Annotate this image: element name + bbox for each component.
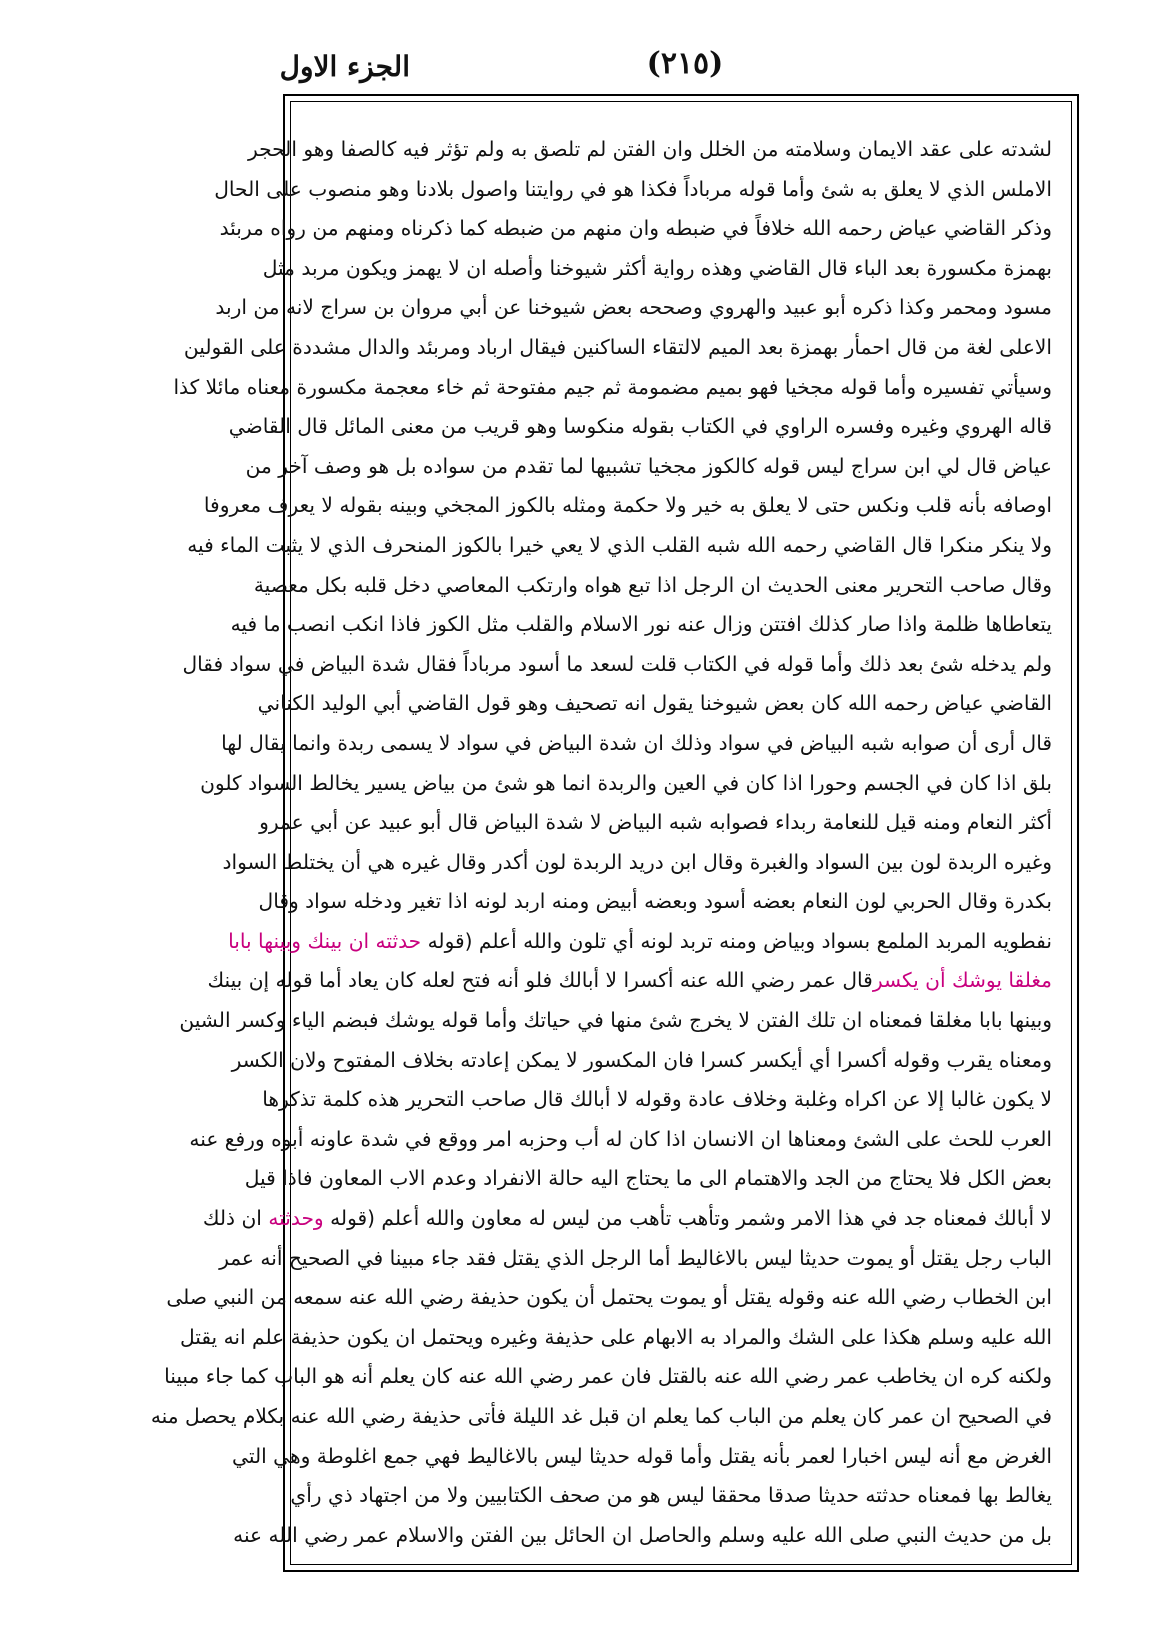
text-line — [257, 684, 1052, 724]
line-text: بل من حديث النبي صلى الله عليه وسلم والحاصل ان الحائل بين الفتن والاسلام عمر رضي الله عنه — [233, 1522, 1052, 1547]
line-text: قال أرى أن صوابه شبه البياض في سواد وذلك ان شدة البياض في سواد لا يسمى ربدة وانما يقال لها — [221, 730, 1052, 755]
text-line — [202, 1199, 1052, 1239]
line-text: الله عليه وسلم هكذا على الشك والمراد به الابهام على حذيفة وغيره ويحتمل ان يكون حذيفة علم انه يقتل — [179, 1324, 1052, 1349]
text-line — [228, 922, 1052, 962]
text-line — [259, 803, 1052, 843]
text-line — [262, 1080, 1052, 1120]
line-text: ولكنه كره ان يخاطب عمر رضي الله عنه بالقتل فان عمر رضي الله عنه كان يعلم أنه هو الباب كما جاء مبينا — [164, 1364, 1052, 1389]
line-text: ومعناه يقرب وقوله أكسرا أي أيكسر كسرا فان المكسور لا يمكن إعادته بخلاف المفتوح ولان الكسر — [231, 1047, 1052, 1072]
text-line — [247, 130, 1052, 170]
line-text: الاملس الذي لا يعلق به شئ وأما قوله مرباداً فكذا هو في روايتنا واصول بلادنا وهو منصوب على الحال — [214, 176, 1052, 201]
text-line — [245, 447, 1052, 487]
line-text: الباب رجل يقتل أو يموت حديثا ليس بالاغاليط أما الرجل الذي يقتل فقد جاء مبينا في الصحيح أنه عمر — [219, 1245, 1052, 1270]
text-line — [232, 1437, 1052, 1477]
text-line — [228, 407, 1052, 447]
line-text: مسود ومحمر وكذا ذكره أبو عبيد والهروي وصححه بعض شيوخنا عن أبي مروان بن سراج لانه من اربد — [215, 295, 1052, 320]
text-line — [179, 1001, 1052, 1041]
line-text: لا أبالك فمعناه جد في هذا الامر وشمر وتأهب تأهب من ليس له معاون والله أعلم (قوله — [323, 1206, 1052, 1231]
line-text: بكدرة وقال الحربي لون النعام بعضه أسود وبعضه أبيض ومنه اربد لونه اذا تغير ودخله سواد وقال — [258, 889, 1052, 914]
line-text: ابن الخطاب رضي الله عنه وقوله يقتل أو يموت يحتمل أن يكون حذيفة رضي الله عنه سمعه من النبي صلى — [166, 1285, 1052, 1310]
line-text: نفطويه المربد الملمع بسواد وبياض ومنه تربد لونه أي تلون والله أعلم (قوله — [421, 928, 1052, 953]
line-text-tail: ان ذلك — [202, 1206, 269, 1231]
text-line — [244, 1159, 1052, 1199]
text-line — [215, 288, 1052, 328]
line-text: القاضي عياض رحمه الله كان بعض شيوخنا يقول انه تصحيف وهو قول القاضي أبي الوليد الكناني — [257, 691, 1052, 716]
highlighted-text: وحدثته — [268, 1206, 324, 1231]
line-text: الاعلى لغة من قال احمأر بهمزة بعد الميم لالتقاء الساكنين فيقال ارباد ومربئد والدال مشددة على القولين — [183, 334, 1052, 359]
text-line — [207, 961, 1052, 1001]
text-line — [166, 1278, 1052, 1318]
text-line — [187, 526, 1052, 566]
text-line — [214, 170, 1052, 210]
line-text: وقال صاحب التحرير معنى الحديث ان الرجل اذا تبع هواه وارتكب المعاصي دخل قلبه بكل معصية — [253, 572, 1052, 597]
text-line — [179, 1318, 1052, 1358]
line-text: وذكر القاضي عياض رحمه الله خلافاً في ضبطه وان منهم من ضبطه كما ذكرناه ومنهم من رواه مربئد — [219, 216, 1052, 241]
line-text: في الصحيح ان عمر كان يعلم من الباب كما يعلم ان قبل غد الليلة فأتى حذيفة رضي الله عنه بكلام يحصل منه — [150, 1404, 1052, 1428]
highlighted-text: حدثته ان بينك وبينها بابا — [228, 928, 422, 953]
page-header — [0, 40, 1158, 90]
text-line — [150, 1397, 1052, 1437]
highlighted-text: مغلقا يوشك أن يكسر — [872, 968, 1052, 993]
text-line — [290, 1476, 1052, 1516]
text-line — [222, 843, 1052, 883]
text-line — [219, 1239, 1052, 1279]
line-text: لشدته على عقد الايمان وسلامته من الخلل وان الفتن لم تلصق به ولم تؤثر فيه كالصفا وهو الحجر — [247, 137, 1052, 161]
line-text: وسيأتي تفسيره وأما قوله مجخيا فهو بميم مضمومة ثم جيم مفتوحة ثم خاء معجمة مكسورة معناه مائلا كذا — [173, 374, 1052, 399]
text-line — [233, 1516, 1052, 1556]
text-line — [189, 1120, 1052, 1160]
line-text: قال عمر رضي الله عنه أكسرا لا أبالك فلو أنه فتح لعله كان يعاد أما قوله إن بينك — [207, 968, 873, 993]
text-line — [200, 764, 1052, 804]
line-text: وغيره الربدة لون بين السواد والغبرة وقال ابن دريد الربدة لون أكدر وقال غيره هي أن يختلط السواد — [222, 849, 1052, 874]
line-text: الغرض مع أنه ليس اخبارا لعمر بأنه يقتل وأما قوله حديثا ليس بالاغاليط فهي جمع اغلوطة وهي التي — [232, 1443, 1052, 1468]
line-text: يتعاطاها ظلمة واذا صار كذلك افتتن وزال عنه نور الاسلام والقلب مثل الكوز فاذا انكب انصب ما فيه — [230, 612, 1052, 637]
text-line — [183, 328, 1052, 368]
line-text: قاله الهروي وغيره وفسره الراوي في الكتاب بقوله منكوسا وهو قريب من معنى المائل قال القاضي — [228, 414, 1052, 439]
line-text: ولا ينكر منكرا قال القاضي رحمه الله شبه القلب الذي لا يعي خيرا بالكوز المنحرف الذي لا يثبت الماء فيه — [187, 532, 1052, 557]
text-line — [221, 724, 1052, 764]
text-line — [253, 566, 1052, 606]
line-text: بلق اذا كان في الجسم وحورا اذا كان في العين والربدة انما هو شئ من بياض يسير يخالط السواد كلون — [200, 770, 1052, 795]
text-line — [219, 209, 1052, 249]
line-text: ولم يدخله شئ بعد ذلك وأما قوله في الكتاب قلت لسعد ما أسود مرباداً فقال شدة البياض في سواد فقال — [182, 651, 1052, 676]
text-line — [230, 605, 1052, 645]
line-text: وبينها بابا مغلقا فمعناه ان تلك الفتن لا يخرج شئ منها في حياتك وأما قوله يوشك فبضم الياء وكسر الشين — [179, 1008, 1052, 1033]
line-text: بهمزة مكسورة بعد الباء قال القاضي وهذه رواية أكثر شيوخنا وأصله ان لا يهمز ويكون مربد مثل — [262, 255, 1052, 280]
line-text: بعض الكل فلا يحتاج من الجد والاهتمام الى ما يحتاج اليه حالة الانفراد وعدم الاب المعاون فاذا قيل — [244, 1166, 1052, 1191]
text-line — [182, 645, 1052, 685]
text-line — [203, 486, 1052, 526]
text-line — [164, 1357, 1052, 1397]
line-text: العرب للحث على الشئ ومعناها ان الانسان اذا كان له أب وحزبه امر ووقع في شدة عاونه أبوه ورفع عنه — [189, 1126, 1052, 1151]
body-text — [150, 130, 1052, 1555]
line-text: عياض قال لي ابن سراج ليس قوله كالكوز مجخيا تشبيها لما تقدم من سواده بل هو وصف آخر من — [245, 453, 1052, 478]
text-line — [262, 249, 1052, 289]
text-line — [231, 1041, 1052, 1081]
line-text: اوصافه بأنه قلب ونكس حتى لا يعلق به خير ولا حكمة ومثله بالكوز المجخي وبينه بقوله لا يعرف معروفا — [203, 493, 1052, 518]
page-number: (٢١٥) — [646, 46, 724, 81]
line-text: أكثر النعام ومنه قيل للنعامة ربداء فصوابه شبه البياض لا شدة البياض قال أبو عبيد عن أبي عمرو — [259, 810, 1052, 835]
line-text: لا يكون غالبا إلا عن اكراه وغلبة وخلاف عادة وقوله لا أبالك قال صاحب التحرير هذه كلمة تذكرها — [262, 1087, 1052, 1112]
text-line — [173, 368, 1052, 408]
text-line — [258, 882, 1052, 922]
volume-title: الجزء الاول — [279, 50, 410, 83]
line-text: يغالط بها فمعناه حدثته حديثا صدقا محققا ليس هو من صحف الكتابيين ولا من اجتهاد ذي رأي — [290, 1483, 1052, 1508]
